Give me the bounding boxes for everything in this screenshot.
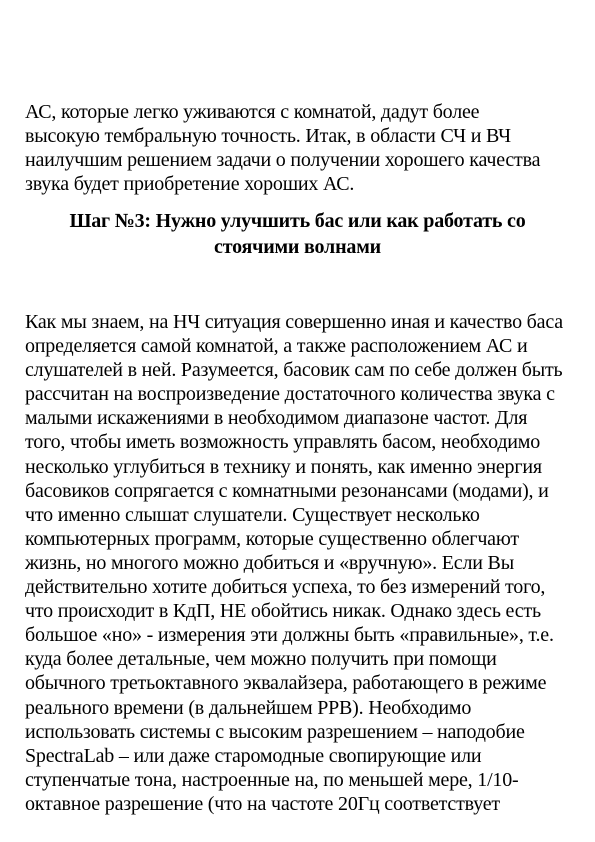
paragraph-line: наилучшим решением задачи о получении хорошего качества (25, 149, 541, 171)
paragraph-line: обычного третьоктавного эквалайзера, работающего в режиме (25, 672, 547, 695)
paragraph-line: Как мы знаем, на НЧ ситуация совершенно иная и качество баса (25, 311, 563, 333)
paragraph-line: что происходит в КдП, НЕ обойтись никак. Однако здесь есть (25, 600, 541, 623)
paragraph-line: ступенчатые тона, настроенные на, по меньшей мере, 1/10- (25, 768, 519, 791)
paragraph-line: использовать системы с высоким разрешением – наподобие (25, 720, 525, 743)
body-paragraph (25, 310, 570, 816)
paragraph-line: куда более детальные, чем можно получить при помощи (25, 648, 497, 671)
paragraph-line: звука будет приобретение хороших АС. (25, 173, 355, 195)
paragraph-line: определяется самой комнатой, а также расположением АС и (25, 335, 528, 358)
paragraph-line: октавное разрешение (что на частоте 20Гц соответствует (25, 792, 500, 815)
paragraph-line: реального времени (в дальнейшем РРВ). Необходимо (25, 696, 472, 719)
paragraph-line: рассчитан на воспроизведение достаточного количества звука с (25, 383, 555, 406)
heading-line: Шаг №3: Нужно улучшить бас или как работать со (69, 210, 526, 232)
paragraph-line: АС, которые легко уживаются с комнатой, дадут более (25, 101, 480, 123)
paragraph-line: жизнь, но многого можно добиться и «вручную». Если Вы (25, 551, 514, 574)
heading-line: стоячими волнами (214, 236, 381, 258)
paragraph-line: что именно слышат слушатели. Существует несколько (25, 503, 480, 526)
paragraph-line: несколько углубиться в технику и понять, как именно энергия (25, 455, 542, 478)
paragraph-line: высокую тембральную точность. Итак, в области СЧ и ВЧ (25, 125, 511, 147)
paragraph-line: басовиков сопрягается с комнатными резонансами (модами), и (25, 479, 549, 502)
paragraph-line: действительно хотите добиться успеха, то без измерений того, (25, 576, 546, 599)
intro-paragraph (25, 100, 565, 196)
paragraph-line: того, чтобы иметь возможность управлять басом, необходимо (25, 431, 541, 454)
paragraph-line: большое «но» - измерения эти должны быть «правильные», т.е. (25, 624, 554, 647)
paragraph-line: слушателей в ней. Разумеется, басовик сам по себе должен быть (25, 359, 563, 382)
paragraph-line: компьютерных программ, которые существенно облегчают (25, 527, 519, 550)
section-heading (20, 208, 575, 260)
paragraph-line: малыми искажениями в необходимом диапазоне частот. Для (25, 407, 528, 430)
paragraph-line: SpectraLab – или даже старомодные свопирующие или (25, 744, 482, 767)
